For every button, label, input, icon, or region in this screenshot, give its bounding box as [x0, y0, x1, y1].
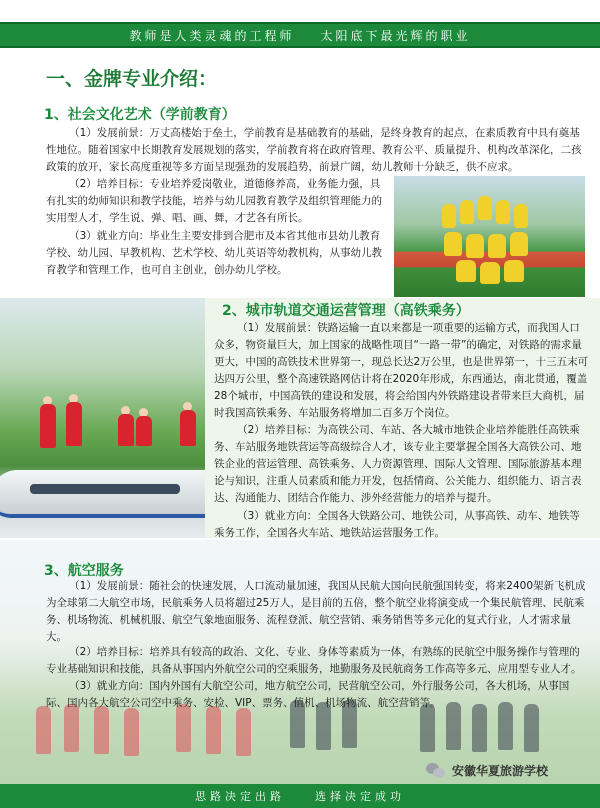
wechat-icon — [426, 763, 446, 779]
section-2-goal: （2）培养目标：为高铁公司、车站、各大城市地铁企业培养能胜任高铁乘务、车站服务地铁营运等高级综合人才，该专业主要掌握全国各大高铁公司、地铁企业的营运管理、高铁乘务、人力资源管理、国际人文管理、国际旅游基本理论与知识，注重人员素质和能力开发，包括情商、公关能力、组织能力、语言表达、沟通能力、团结合作能力、涉外经营能力的培养与提升。 — [214, 424, 582, 504]
section-1-title: 1、社会文化艺术（学前教育） — [44, 107, 236, 123]
footer-left-motto: 思路决定出路 — [195, 790, 285, 803]
section-2-para-1 — [214, 320, 590, 422]
dance-performance-photo — [394, 176, 585, 297]
section-3-goal: （2）培养目标：培养具有较高的政治、文化、专业、身体等素质为一体，有熟练的民航空中服务操作与管理的专业基础知识和技能，具备从事国内外航空公司的空乘服务，地勤服务及民航商务工作高等多元、应用型专业人才。 — [46, 646, 582, 675]
section-3-prospect: （1）发展前景：随社会的快速发展，人口流动量加速，我国从民航大国向民航强国转变，将来2400架新飞机成为全球第二大航空市场，民航乘务人员将超过25万人，是目前的五倍，整个航空业将演变成一个集民航管理、民航乘务、机场物流、机械机服、航空气象地面服务、流程登派、航空营销、乘务销售等多元化的复式行业，人才需求量大。 — [46, 580, 586, 643]
header-right-motto: 太阳底下最光辉的职业 — [320, 28, 471, 43]
footer-right-motto: 选择决定成功 — [315, 790, 405, 803]
header — [0, 0, 600, 56]
section-2-para-2 — [214, 422, 590, 507]
header-motto-band — [0, 22, 600, 48]
section-3-para-1 — [46, 578, 590, 646]
section-2-title: 2、城市轨道交通运营管理（高铁乘务） — [222, 303, 470, 319]
section-1-goal: （2）培养目标：专业培养爱岗敬业，道德修养高，业务能力强，具有扎实的幼师知识和教学技能，培养与幼儿园教育教学及组织管理能力的实用型人才，学生说、弹、唱、画、舞，才艺各有所长。 — [46, 178, 382, 224]
watermark-text: 安徽华夏旅游学校 — [452, 764, 549, 778]
section-2-prospect: （1）发展前景：铁路运输一直以来都是一项重要的运输方式，而我国人口众多，物资量巨大，加上国家的战略性项目“一路一带”的确定，对铁路的需求量更大，中国的高铁技术世界第一，现总长达2万公里，也是世界第一，十三五末可达四万公里，整个高速铁路网估计将在2020年形成，东西通达，南北贯通，覆盖28个城市，中国高铁的建设和发展，将会给国内外铁路建设者带来巨大商机，届时我国高铁乘务、车站服务将增加二百多万个岗位。 — [214, 322, 589, 419]
section-1-prospect: （1）发展前景：万丈高楼始于垒土，学前教育是基础教育的基础，是终身教育的起点，在素质教育中具有奠基性地位。随着国家中长期教育发展规划的落实，学前教育将在政府管理、教育公平、质量提升、机构改革深化，二孩政策的放开，家长高度重视等多方面呈现强劲的发展趋势，前景广阔，幼儿教师十分缺乏，供不应求。 — [46, 127, 582, 173]
section-1-para-3 — [46, 228, 389, 279]
section-2-career: （3）就业方向：全国各大铁路公司、地铁公司，从事高铁、动车、地铁等乘务工作，全国各火车站、地铁站运营服务工作。 — [214, 510, 580, 539]
section-3-para-3 — [46, 678, 590, 712]
section-1-para-1 — [46, 125, 586, 176]
section-2-para-3 — [214, 508, 590, 542]
section-3-para-2 — [46, 644, 590, 678]
wechat-watermark — [426, 762, 548, 779]
footer-motto-band — [0, 784, 600, 808]
high-speed-rail-photo — [0, 298, 205, 538]
section-3-career: （3）就业方向：国内外国有大航空公司，地方航空公司，民营航空公司，外行服务公司，各大机场，从事国际、国内各大航空公司空中乘务、安检、VIP、票务、值机、机场物流、航空营销等。 — [46, 680, 570, 709]
page-title: 一、金牌专业介绍： — [46, 68, 218, 90]
section-3-title: 3、航空服务 — [44, 563, 124, 579]
section-1-career: （3）就业方向：毕业生主要安排到合肥市及本省其他市县幼儿教育学校、幼儿园、早教机构、艺术学校、幼儿英语等幼教机构，从事幼儿教育教学和管理工作，也可自主创业，创办幼儿学校。 — [46, 230, 382, 276]
section-1-para-2 — [46, 176, 389, 227]
header-left-motto: 教师是人类灵魂的工程师 — [129, 28, 295, 43]
